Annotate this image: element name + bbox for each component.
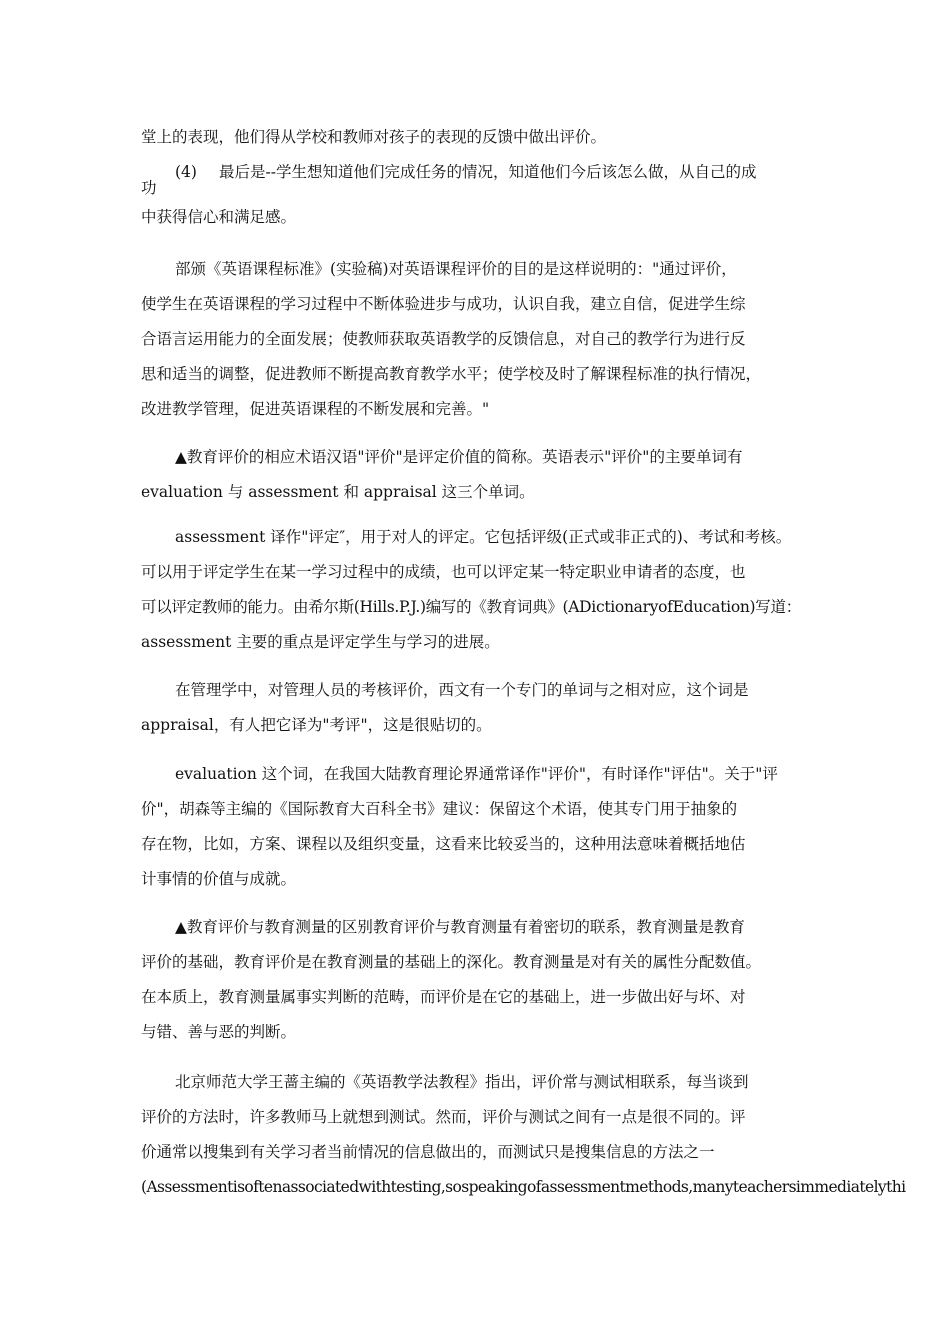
paragraph [141, 910, 811, 1050]
text-line: (Assessmentisoftenassociatedwithtesting,sospeakingofassessmentmethods,manyteachersimmediatelythi [141, 1178, 906, 1196]
text-line: assessment 译作"评定″，用于对人的评定。它包括评级(正式或非正式的)、考试和考核。 [175, 528, 792, 546]
paragraph [141, 440, 811, 510]
text-line: 在管理学中，对管理人员的考核评价，西文有一个专门的单词与之相对应，这个词是 [175, 681, 749, 699]
numbered-paragraph [141, 155, 811, 235]
text-line: appraisal，有人把它译为"考评"，这是很贴切的。 [141, 716, 492, 734]
text-line: 可以用于评定学生在某一学习过程中的成绩，也可以评定某一特定职业申请者的态度，也 [141, 563, 746, 581]
paragraph [141, 520, 811, 660]
text-line: 北京师范大学王蔷主编的《英语教学法教程》指出，评价常与测试相联系，每当谈到 [175, 1073, 749, 1091]
text-line: 计事情的价值与成就。 [141, 870, 297, 888]
text-line: 中获得信心和满足感。 [141, 208, 297, 226]
text-line: 与错、善与恶的判断。 [141, 1023, 297, 1041]
text-line: evaluation 这个词，在我国大陆教育理论界通常译作"评价"，有时译作"评估"。关于"评 [175, 765, 778, 783]
text-line: ▲教育评价的相应术语汉语"评价"是评定价值的简称。英语表示"评价"的主要单词有 [175, 448, 743, 466]
item-number: (4) [175, 163, 197, 181]
text-line: 合语言运用能力的全面发展；使教师获取英语教学的反馈信息，对自己的教学行为进行反 [141, 330, 746, 348]
text-line: 思和适当的调整，促进教师不断提高教育教学水平；使学校及时了解课程标准的执行情况， [141, 365, 762, 383]
text-line: 评价的基础，教育评价是在教育测量的基础上的深化。教育测量是对有关的属性分配数值。 [141, 953, 762, 971]
paragraph [141, 1065, 906, 1205]
text-line: 在本质上，教育测量属事实判断的范畴，而评价是在它的基础上，进一步做出好与坏、对 [141, 988, 746, 1006]
text-line: 改进教学管理，促进英语课程的不断发展和完善。" [141, 400, 490, 418]
text-line: 功 [141, 179, 157, 197]
text-line: 使学生在英语课程的学习过程中不断体验进步与成功，认识自我，建立自信，促进学生综 [141, 295, 746, 313]
text-line: ▲教育评价与教育测量的区别教育评价与教育测量有着密切的联系，教育测量是教育 [175, 918, 745, 936]
text-line: assessment 主要的重点是评定学生与学习的进展。 [141, 633, 500, 651]
paragraph [141, 252, 811, 427]
text-line: evaluation 与 assessment 和 appraisal 这三个单词。 [141, 483, 535, 501]
text-line: 可以评定教师的能力。由希尔斯(Hills.P.J.)编写的《教育词典》(ADictionaryofEducation)写道： [141, 598, 801, 616]
text-line: 价通常以搜集到有关学习者当前情况的信息做出的，而测试只是搜集信息的方法之一 [141, 1143, 715, 1161]
text-line: 堂上的表现，他们得从学校和教师对孩子的表现的反馈中做出评价。 [141, 128, 607, 146]
paragraph [141, 673, 811, 743]
paragraph [141, 120, 811, 155]
paragraph [141, 757, 811, 897]
text-line: 价"，胡森等主编的《国际教育大百科全书》建议：保留这个术语，使其专门用于抽象的 [141, 800, 738, 818]
text-line: 存在物，比如，方案、课程以及组织变量，这看来比较妥当的，这种用法意味着概括地估 [141, 835, 746, 853]
text-line: 最后是--学生想知道他们完成任务的情况，知道他们今后该怎么做，从自己的成 [219, 163, 757, 181]
text-line: 评价的方法时，许多教师马上就想到测试。然而，评价与测试之间有一点是很不同的。评 [141, 1108, 746, 1126]
text-line: 部颁《英语课程标准》(实验稿)对英语课程评价的目的是这样说明的："通过评价， [175, 260, 737, 278]
